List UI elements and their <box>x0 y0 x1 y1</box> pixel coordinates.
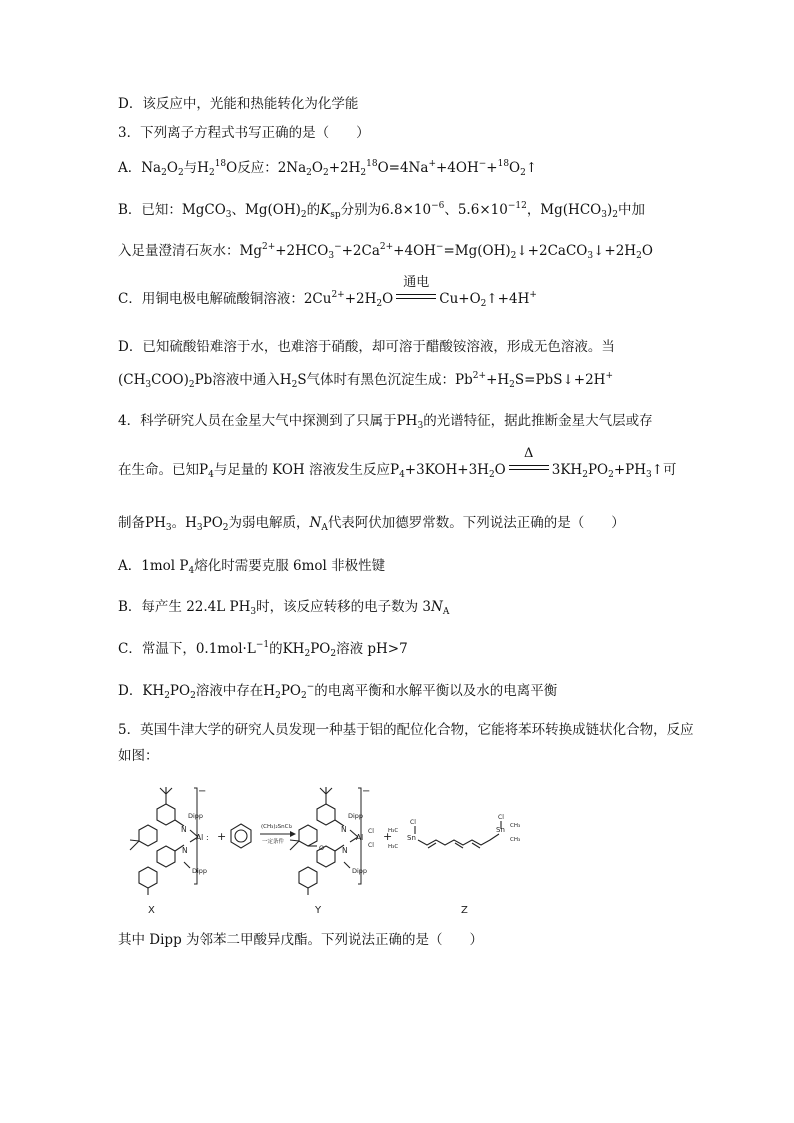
q3-option-b-line1: B．已知：MgCO$_3$、$Mg(OH)_2$的$K_{sp}$分别为$6.8\times 10^{-6}$、$5.6\times 10^{-12}$，$Mg(HCO_3)_2$中加 <box>118 201 645 220</box>
x-dipp-top: Dipp <box>188 812 204 820</box>
q4-option-b: B．每产生 22.4L $PH_3$时，该反应转移的电子数为 $3N_A$ <box>118 599 450 617</box>
reaction-scheme <box>118 782 548 924</box>
y-atom-al: Al <box>356 833 364 842</box>
molecule-y-structure <box>290 787 358 895</box>
label-z: Z <box>461 905 468 916</box>
x-atom-n2: N <box>182 846 188 855</box>
y-dipp-top: Dipp <box>348 812 364 820</box>
y-atom-cl2: Cl <box>368 842 374 849</box>
q3-option-c: C．用铜电极电解硫酸铜溶液：$2Cu^{2+}+2H_2O$ 通电 $Cu+O_2↑+4H^+$ <box>118 275 537 309</box>
z-methyl-2: H₃C <box>388 844 399 850</box>
x-dipp-bottom: Dipp <box>192 867 208 875</box>
x-al-colon: : <box>206 833 209 842</box>
x-atom-n1: N <box>181 825 187 834</box>
q3-option-d-line2: $(CH_3COO)_2Pb$溶液中通入$H_2S$气体时有黑色沉淀生成：$Pb^{2+}+H_2S=PbS↓+2H^+$ <box>118 371 613 390</box>
q4-stem-line1: 4．科学研究人员在金星大气中探测到了只属于$PH_3$的光谱特征，据此推断金星大气层或存 <box>118 413 653 431</box>
z-methyl-1: H₃C <box>388 828 399 834</box>
q4-option-c: C．常温下，$0.1mol\cdot L^{-1}$的$KH_2PO_2$溶液 pH>7 <box>118 640 408 659</box>
condition-label: 一定条件 <box>262 839 285 845</box>
q3-stem: 3．下列离子方程式书写正确的是（ ） <box>118 125 370 141</box>
reagent-label: (CH₃)₂SnCl₂ <box>261 824 293 830</box>
q4-option-d: D．$KH_2PO_2$溶液中存在$H_2PO_2^-$的电离平衡和水解平衡以及水的电离平衡 <box>118 682 558 701</box>
q3-option-b-line2: 入足量澄清石灰水：$Mg^{2+}+2HCO_3^-+2Ca^{2+}+4OH^-=Mg(OH)_2↓+2CaCO_3↓+2H_2O$ <box>118 242 653 261</box>
z-atom-cl1: Cl <box>410 819 416 826</box>
arrow-head <box>290 831 296 837</box>
q3-option-d-line1: D．已知硫酸铅难溶于水，也难溶于硝酸，却可溶于醋酸铵溶液，形成无色溶液。当 <box>118 339 615 355</box>
q2-option-d: D．该反应中，光能和热能转化为化学能 <box>118 96 359 112</box>
z-atom-cl2: Cl <box>498 814 504 821</box>
plus-sign-2: + <box>383 830 393 843</box>
q5-followup: 其中 Dipp 为邻苯二甲酸异戊酯。下列说法正确的是（ ） <box>118 932 484 948</box>
z-atom-sn2: Sn <box>496 826 505 834</box>
molecule-x-structure <box>130 787 198 895</box>
z-methyl-3: CH₃ <box>510 823 521 829</box>
y-atom-n2: N <box>342 846 348 855</box>
plus-sign-1: + <box>217 830 227 843</box>
y-atom-o: O <box>319 844 325 852</box>
molecule-z-structure <box>415 821 501 848</box>
z-methyl-4: CH₃ <box>510 837 521 843</box>
q5-stem: 5．英国牛津大学的研究人员发现一种基于铝的配位化合物，它能将苯环转换成链状化合物，反应如图： <box>118 722 694 764</box>
y-atom-cl1: Cl <box>368 828 374 835</box>
label-y: Y <box>315 905 322 916</box>
z-atom-sn1: Sn <box>407 834 416 842</box>
x-atom-al: Al <box>196 833 204 842</box>
y-atom-n1: N <box>341 825 347 834</box>
y-charge: − <box>362 786 371 797</box>
x-charge: − <box>198 786 207 797</box>
q4-stem-line2: 在生命。已知$P_4$与足量的 KOH 溶液发生反应$P_4+3KOH+3H_2O$ Δ $3KH_2PO_2+PH_3↑$可 <box>118 446 677 480</box>
q4-option-a: A．1mol $P_4$熔化时需要克服 6mol 非极性键 <box>118 558 386 576</box>
q4-stem-line3: 制备$PH_3$。$H_3PO_2$为弱电解质，$N_A$代表阿伏加德罗常数。下列说法正确的是（ ） <box>118 515 625 533</box>
benzene-icon <box>231 824 251 848</box>
label-x: X <box>148 905 155 916</box>
y-dipp-bottom: Dipp <box>352 867 368 875</box>
q3-option-a: A．$Na_2O_2$与$H_2^{18}O$反应：$2Na_2O_2+2H_2^{18}O=4Na^++4OH^-+^{18}O_2↑$ <box>118 159 538 178</box>
reaction-scheme-figure <box>118 782 548 924</box>
